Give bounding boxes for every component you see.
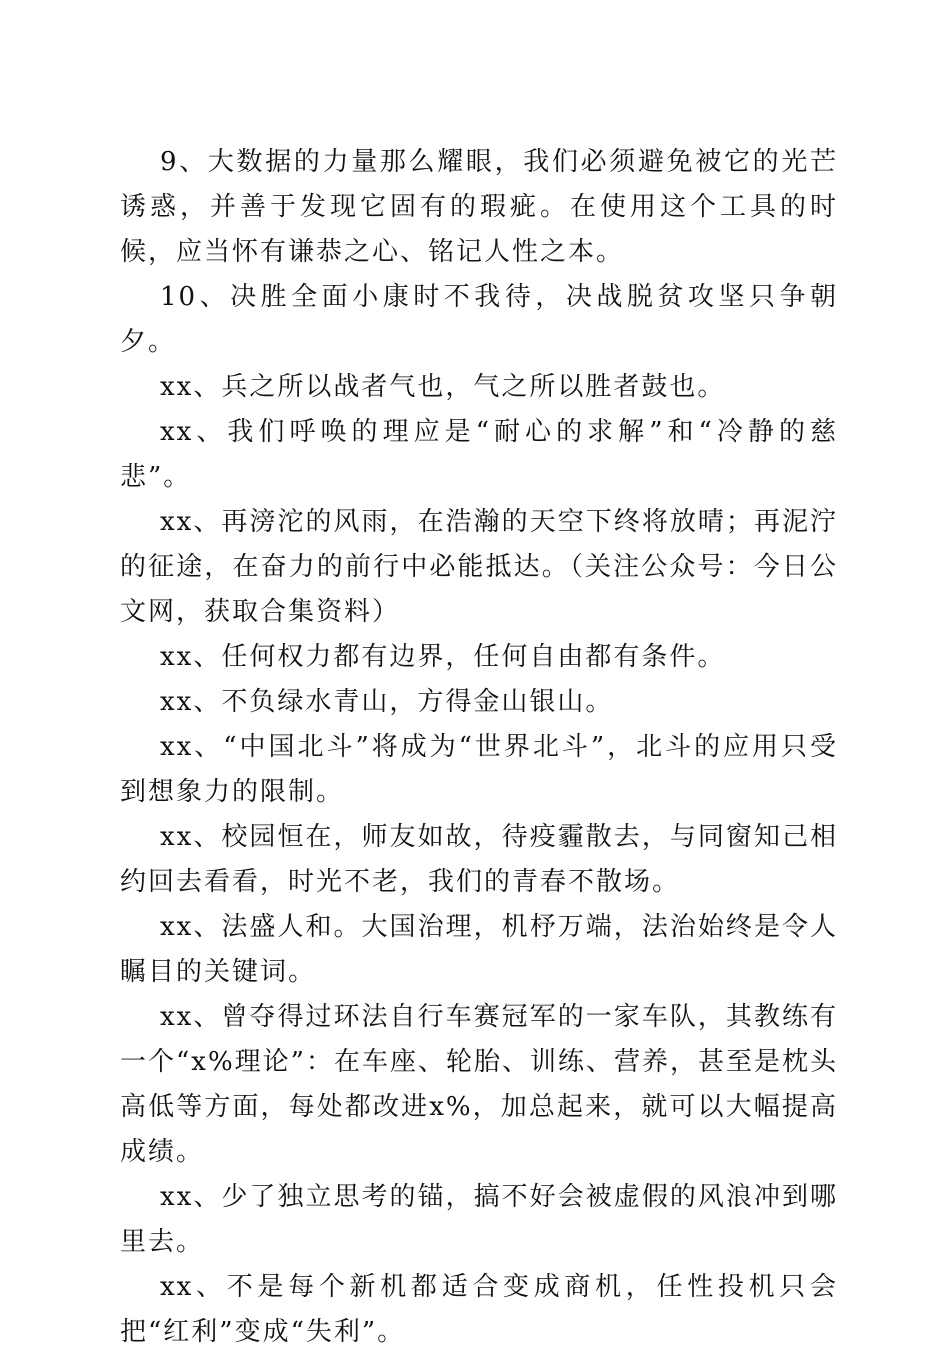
paragraph-xx-2: xx、我们呼唤的理应是“耐心的求解”和“冷静的慈悲”。 <box>120 417 838 492</box>
paragraph-xx-1: xx、兵之所以战者气也，气之所以胜者鼓也。 <box>160 372 726 402</box>
paragraph-xx-10: xx、少了独立思考的锚，搞不好会被虚假的风浪冲到哪里去。 <box>120 1182 838 1257</box>
paragraph-xx-9: xx、曾夺得过环法自行车赛冠军的一家车队，其教练有一个“x%理论”：在车座、轮胎、训练、营养，甚至是枕头高低等方面，每处都改进x%，加总起来，就可以大幅提高成绩。 <box>120 1002 838 1167</box>
paragraph-xx-5: xx、不负绿水青山，方得金山银山。 <box>160 687 614 717</box>
paragraph-xx-3: xx、再滂沱的风雨，在浩瀚的天空下终将放晴；再泥泞的征途，在奋力的前行中必能抵达。（关注公众号：今日公文网，获取合集资料） <box>120 507 838 627</box>
paragraph-9: 9、大数据的力量那么耀眼，我们必须避免被它的光芒诱惑，并善于发现它固有的瑕疵。在使用这个工具的时候，应当怀有谦恭之心、铭记人性之本。 <box>120 147 838 267</box>
paragraph-xx-11: xx、不是每个新机都适合变成商机，任性投机只会把“红利”变成“失利”。 <box>120 1272 838 1347</box>
paragraph-xx-6: xx、“中国北斗”将成为“世界北斗”，北斗的应用只受到想象力的限制。 <box>120 732 838 807</box>
paragraph-xx-7: xx、校园恒在，师友如故，待疫霾散去，与同窗知己相约回去看看，时光不老，我们的青春不散场。 <box>120 822 838 897</box>
paragraph-10: 10、决胜全面小康时不我待，决战脱贫攻坚只争朝夕。 <box>120 282 838 357</box>
paragraph-xx-8: xx、法盛人和。大国治理，机杼万端，法治始终是令人瞩目的关键词。 <box>120 912 838 987</box>
paragraph-xx-4: xx、任何权力都有边界，任何自由都有条件。 <box>160 642 726 672</box>
document-page <box>120 140 838 1355</box>
